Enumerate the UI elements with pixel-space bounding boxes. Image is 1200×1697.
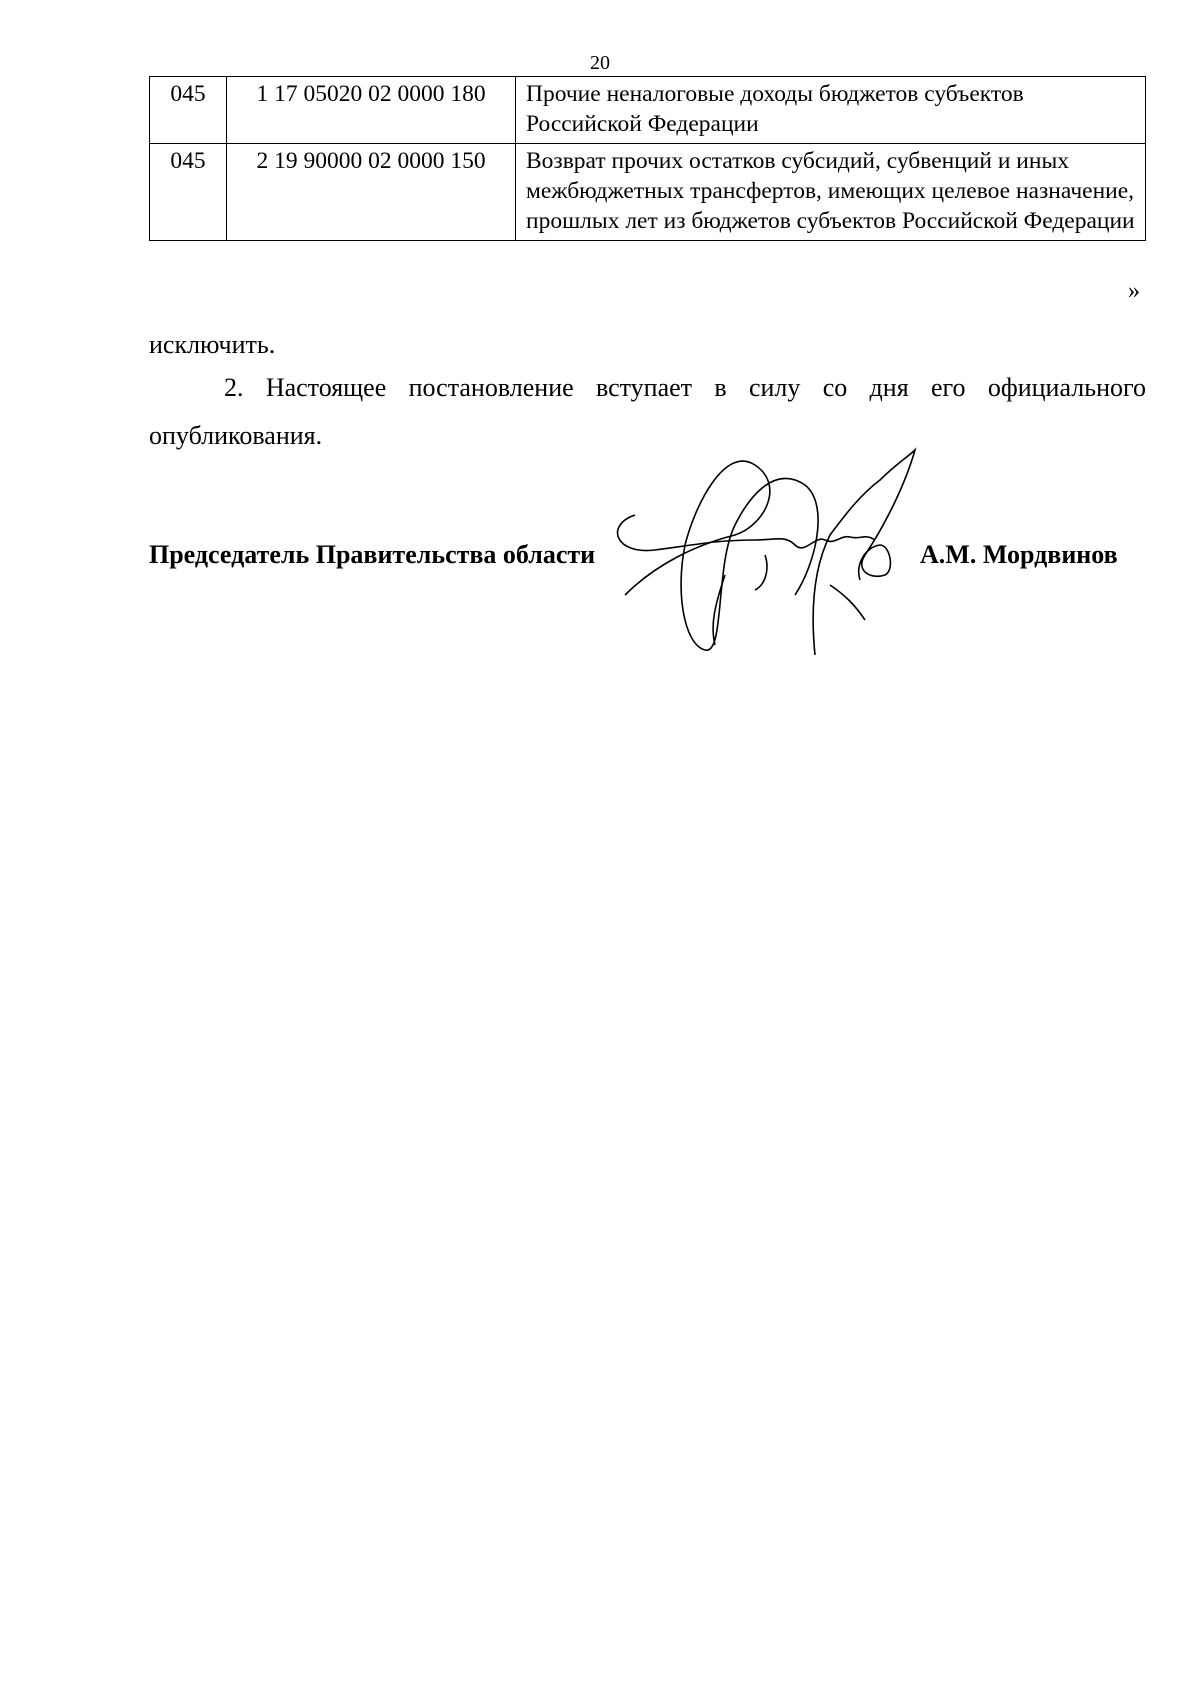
budget-code-cell: 2 19 90000 02 0000 150 — [227, 144, 516, 241]
closing-quote: » — [1128, 278, 1140, 304]
signatory-title: Председатель Правительства области — [149, 540, 596, 569]
table-row — [150, 144, 1146, 241]
budget-code-cell: 1 17 05020 02 0000 180 — [227, 77, 516, 144]
exclude-text: исключить. — [149, 330, 276, 359]
signatory-name: А.М. Мордвинов — [920, 540, 1118, 569]
admin-code-cell: 045 — [150, 144, 227, 241]
description-cell: Возврат прочих остатков субсидий, субвенций и иных межбюджетных трансфертов, имеющих целевое назначение, прошлых лет из бюджетов субъектов Российской Федерации — [516, 144, 1146, 241]
paragraph-2: 2. Настоящее постановление вступает в силу со дня его официального опубликования. — [149, 373, 1146, 450]
page-number: 20 — [590, 52, 610, 74]
table-row — [150, 77, 1146, 144]
admin-code-cell: 045 — [150, 77, 227, 144]
budget-codes-table — [149, 76, 1146, 241]
description-cell: Прочие неналоговые доходы бюджетов субъектов Российской Федерации — [516, 77, 1146, 144]
